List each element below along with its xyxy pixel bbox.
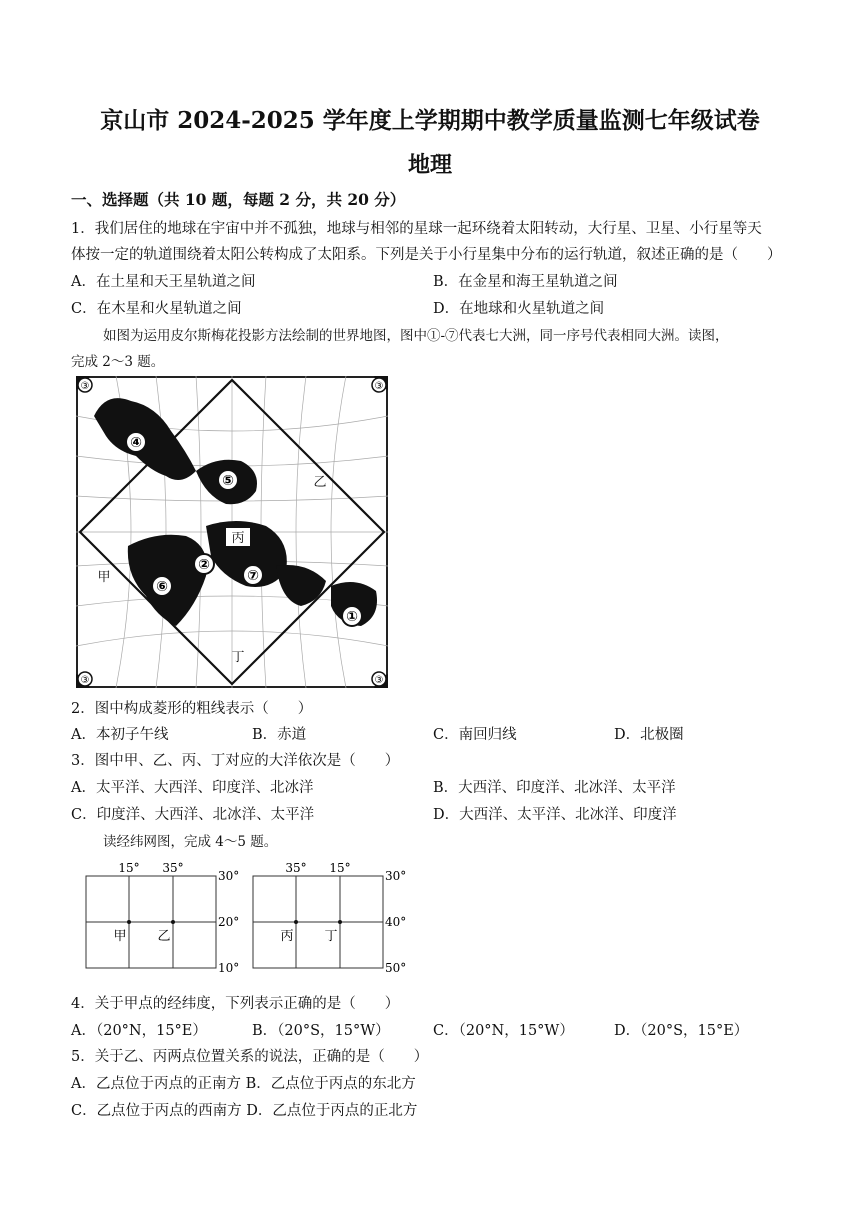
label-ocean-ding: 丁 bbox=[231, 650, 245, 665]
q4-option-d: D．（20°S，15°E） bbox=[614, 1023, 749, 1039]
q2-option-c: C．南回归线 bbox=[433, 727, 517, 743]
q2-option-d: D．北极圈 bbox=[614, 727, 684, 743]
grid2-lat-top: 30° bbox=[385, 869, 407, 883]
grid1-point-yi: 乙 bbox=[157, 929, 171, 944]
section-heading: 一、选择题（共 10 题，每题 2 分，共 20 分） bbox=[71, 190, 406, 209]
q3-option-c: C．印度洋、大西洋、北冰洋、太平洋 bbox=[71, 807, 315, 823]
label-continent-3-tl: ③ bbox=[80, 381, 90, 392]
q3-stem: 3．图中甲、乙、丙、丁对应的大洋依次是（ ） bbox=[71, 753, 400, 769]
page-title: 京山市 2024-2025 学年度上学期期中教学质量监测七年级试卷 bbox=[100, 107, 760, 134]
label-continent-6: ⑥ bbox=[156, 579, 168, 595]
q3-option-d: D．大西洋、太平洋、北冰洋、印度洋 bbox=[433, 807, 677, 823]
q5-options-cd: C．乙点位于丙点的西南方 D．乙点位于丙点的正北方 bbox=[71, 1103, 418, 1119]
q4-option-b: B．（20°S，15°W） bbox=[252, 1023, 390, 1039]
grid2-lat-bottom: 50° bbox=[385, 961, 407, 975]
label-continent-1: ① bbox=[346, 609, 358, 625]
label-ocean-bing: 丙 bbox=[231, 531, 245, 546]
q5-options-ab: A．乙点位于丙点的正南方 B．乙点位于丙点的东北方 bbox=[71, 1076, 416, 1092]
q4-stem: 4．关于甲点的经纬度，下列表示正确的是（ ） bbox=[71, 996, 400, 1012]
label-continent-3-br: ③ bbox=[374, 675, 384, 686]
grid1-point-jia: 甲 bbox=[113, 929, 127, 944]
grid2-point-bing: 丙 bbox=[280, 929, 294, 944]
label-ocean-jia: 甲 bbox=[97, 570, 111, 585]
grid1-lon-left: 15° bbox=[118, 861, 140, 875]
intro-4-5: 读经纬网图，完成 4～5 题。 bbox=[103, 834, 278, 850]
lat-lon-grid-1 bbox=[78, 858, 248, 978]
grid2-lon-right: 15° bbox=[329, 861, 351, 875]
grid2-lon-left: 35° bbox=[285, 861, 307, 875]
world-map-figure bbox=[76, 376, 388, 688]
q2-option-a: A．本初子午线 bbox=[71, 727, 169, 743]
q1-stem-line1: 1．我们居住的地球在宇宙中并不孤独，地球与相邻的星球一起环绕着太阳转动，大行星、卫星、小行星等天 bbox=[71, 221, 762, 237]
intro-2-3-line2: 完成 2～3 题。 bbox=[71, 354, 165, 370]
q4-option-a: A．（20°N，15°E） bbox=[71, 1023, 207, 1039]
intro-2-3-line1: 如图为运用皮尔斯梅花投影方法绘制的世界地图，图中①-⑦代表七大洲，同一序号代表相同大洲。读图， bbox=[103, 328, 729, 344]
q1-stem-line2: 体按一定的轨道围绕着太阳公转构成了太阳系。下列是关于小行星集中分布的运行轨道，叙述正确的是（ ） bbox=[71, 247, 782, 263]
grid1-lat-top: 30° bbox=[218, 869, 240, 883]
label-continent-7: ⑦ bbox=[247, 568, 259, 584]
subject-title: 地理 bbox=[407, 152, 452, 178]
label-continent-2: ② bbox=[198, 557, 210, 573]
label-ocean-yi: 乙 bbox=[313, 475, 327, 490]
q4-option-c: C．（20°N，15°W） bbox=[433, 1023, 574, 1039]
label-continent-3-bl: ③ bbox=[80, 675, 90, 686]
q1-option-b: B．在金星和海王星轨道之间 bbox=[433, 274, 618, 290]
q1-option-c: C．在木星和火星轨道之间 bbox=[71, 301, 242, 317]
q2-option-b: B．赤道 bbox=[252, 727, 307, 743]
grid1-lon-right: 35° bbox=[162, 861, 184, 875]
label-continent-5: ⑤ bbox=[222, 473, 234, 489]
q2-stem: 2．图中构成菱形的粗线表示（ ） bbox=[71, 701, 313, 717]
pierce-quincuncial-map bbox=[76, 376, 388, 688]
q3-option-a: A．太平洋、大西洋、印度洋、北冰洋 bbox=[71, 780, 314, 796]
grid1-lat-mid: 20° bbox=[218, 915, 240, 929]
label-continent-4: ④ bbox=[130, 435, 142, 451]
grid2-point-ding: 丁 bbox=[324, 929, 338, 944]
label-continent-3-tr: ③ bbox=[374, 381, 384, 392]
q5-stem: 5．关于乙、丙两点位置关系的说法，正确的是（ ） bbox=[71, 1049, 429, 1065]
grid1-lat-bottom: 10° bbox=[218, 961, 240, 975]
grid2-lat-mid: 40° bbox=[385, 915, 407, 929]
q1-option-a: A．在土星和天王星轨道之间 bbox=[71, 274, 256, 290]
q1-option-d: D．在地球和火星轨道之间 bbox=[433, 301, 605, 317]
lat-lon-grid-2 bbox=[245, 858, 415, 978]
q3-option-b: B．大西洋、印度洋、北冰洋、太平洋 bbox=[433, 780, 676, 796]
